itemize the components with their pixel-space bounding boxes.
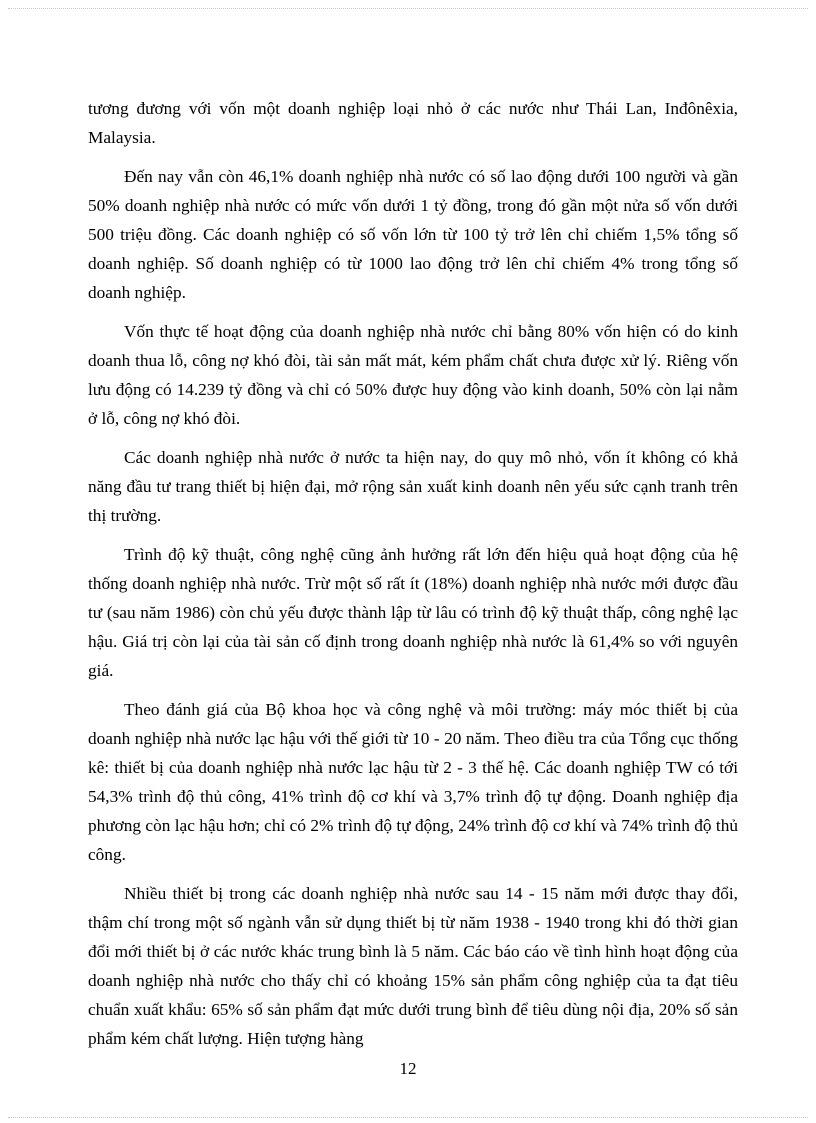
- page-border-bottom: [8, 1117, 808, 1118]
- paragraph: Các doanh nghiệp nhà nước ở nước ta hiện nay, do quy mô nhỏ, vốn ít không có khả năng đầu tư trang thiết bị hiện đại, mở rộng sản xuất kinh doanh nên yếu sức cạnh tranh trên thị trường.: [88, 448, 738, 525]
- paragraph: tương đương với vốn một doanh nghiệp loại nhỏ ở các nước như Thái Lan, Inđônêxia, Malaysia.: [88, 99, 738, 147]
- body-text: [88, 94, 738, 1063]
- paragraph: Trình độ kỹ thuật, công nghệ cũng ảnh hưởng rất lớn đến hiệu quả hoạt động của hệ thống doanh nghiệp nhà nước. Trừ một số rất ít (18%) doanh nghiệp nhà nước mới được đầu tư (sau năm 1986) còn chủ yếu được thành lập từ lâu có trình độ kỹ thuật thấp, công nghệ lạc hậu. Giá trị còn lại của tài sản cố định trong doanh nghiệp nhà nước là 61,4% so với nguyên giá.: [88, 545, 738, 680]
- paragraph: Nhiều thiết bị trong các doanh nghiệp nhà nước sau 14 - 15 năm mới được thay đổi, thậm chí trong một số ngành vẫn sử dụng thiết bị từ năm 1938 - 1940 trong khi đó thời gian đổi mới thiết bị ở các nước khác trung bình là 5 năm. Các báo cáo về tình hình hoạt động của doanh nghiệp nhà nước cho thấy chỉ có khoảng 15% sản phẩm công nghiệp của ta đạt tiêu chuẩn xuất khẩu: 65% số sản phẩm đạt mức dưới trung bình để tiêu dùng nội địa, 20% số sản phẩm kém chất lượng. Hiện tượng hàng: [88, 884, 738, 1048]
- paragraph: Theo đánh giá của Bộ khoa học và công nghệ và môi trường: máy móc thiết bị của doanh nghiệp nhà nước lạc hậu với thế giới từ 10 - 20 năm. Theo điều tra của Tổng cục thống kê: thiết bị của doanh nghiệp nhà nước lạc hậu từ 2 - 3 thế hệ. Các doanh nghiệp TW có tới 54,3% trình độ thủ công, 41% trình độ cơ khí và 3,7% trình độ tự động. Doanh nghiệp địa phương còn lạc hậu hơn; chỉ có 2% trình độ tự động, 24% trình độ cơ khí và 74% trình độ thủ công.: [88, 700, 738, 864]
- page-border-top: [8, 8, 808, 9]
- paragraph: Vốn thực tế hoạt động của doanh nghiệp nhà nước chỉ bằng 80% vốn hiện có do kinh doanh thua lỗ, công nợ khó đòi, tài sản mất mát, kém phẩm chất chưa được xử lý. Riêng vốn lưu động có 14.239 tỷ đồng và chỉ có 50% được huy động vào kinh doanh, 50% còn lại nằm ở lỗ, công nợ khó đòi.: [88, 322, 738, 428]
- paragraph: Đến nay vẫn còn 46,1% doanh nghiệp nhà nước có số lao động dưới 100 người và gần 50% doanh nghiệp nhà nước có mức vốn dưới 1 tỷ đồng, trong đó gần một nửa số vốn dưới 500 triệu đồng. Các doanh nghiệp có số vốn lớn từ 100 tỷ trở lên chỉ chiếm 1,5% tổng số doanh nghiệp. Số doanh nghiệp có từ 1000 lao động trở lên chỉ chiếm 4% trong tổng số doanh nghiệp.: [88, 167, 738, 302]
- page-number: 12: [399, 1059, 417, 1078]
